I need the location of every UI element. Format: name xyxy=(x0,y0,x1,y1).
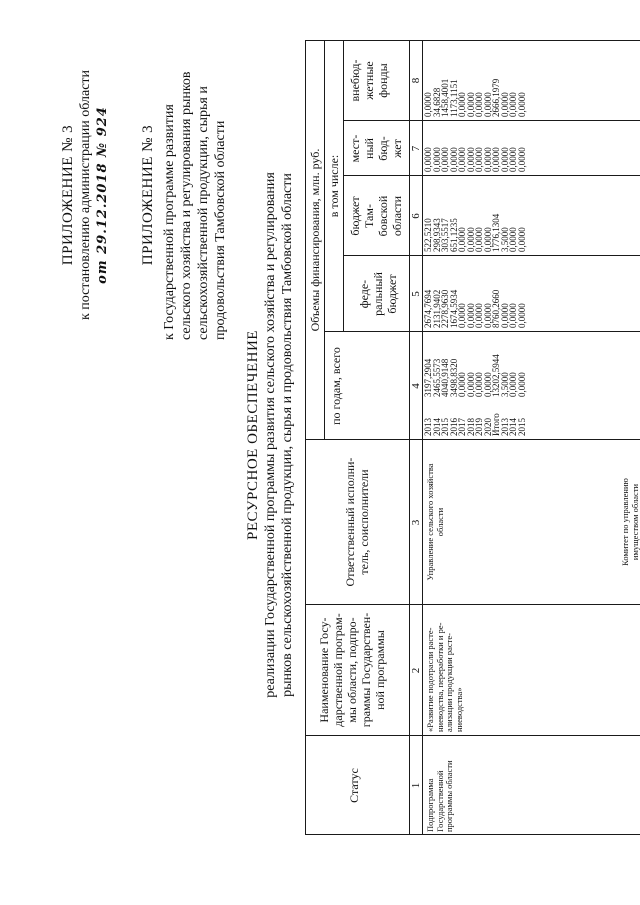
offbudget-value: 0,0000 xyxy=(482,92,493,117)
handwritten-date: от 29.12.2018 № 924 xyxy=(95,106,110,284)
appendix-program-line: к Государственной программе развития xyxy=(162,104,177,340)
column-number: 6 xyxy=(410,213,422,219)
header-regional xyxy=(348,176,404,256)
offbudget-value: 0,0000 xyxy=(508,92,518,117)
header-federal-line: ральный xyxy=(371,272,385,316)
column-number: 5 xyxy=(410,291,422,297)
header-regional-line: бюджет xyxy=(348,196,362,236)
appendix-decree-block xyxy=(60,15,111,375)
header-program-name xyxy=(317,606,387,734)
federal-value: 8760,2660 xyxy=(491,289,501,328)
years-value: 2016 xyxy=(448,418,459,436)
regional-value: 0,0000 xyxy=(465,227,476,252)
table-header-divider xyxy=(324,40,325,440)
header-offbudget-line: жетные xyxy=(362,61,376,100)
header-program-name-line: мы области, подпро- xyxy=(345,617,359,723)
local-value: 0,0000 xyxy=(516,147,527,172)
regional-value: 1776,1304 xyxy=(491,213,501,252)
document-subtitle-line: реализации Государственной программы развития сельского хозяйства и регулирования xyxy=(263,172,278,698)
header-regional-line: бовской xyxy=(376,195,390,237)
total-value: 0,0000 xyxy=(482,372,493,397)
local-value: 0,0000 xyxy=(431,147,442,172)
local-value: 0,0000 xyxy=(423,147,433,172)
header-local xyxy=(348,121,404,176)
column-number: 3 xyxy=(410,519,422,526)
column-number: 8 xyxy=(410,77,422,84)
years-value: 2015 xyxy=(516,418,527,436)
total-value: 3197,2904 xyxy=(423,358,433,397)
years-value: 2014 xyxy=(508,418,518,436)
header-offbudget xyxy=(348,40,390,121)
header-by-year: по годам, всего xyxy=(329,347,343,425)
regional-value: 0,0000 xyxy=(457,227,467,252)
header-responsible-line: Ответственный исполни- xyxy=(343,457,357,587)
regional-value: 3,5000 xyxy=(499,227,510,252)
total-value: 0,0000 xyxy=(457,372,467,397)
federal-value: 2278,9630 xyxy=(440,289,450,328)
offbudget-value: 0,0000 xyxy=(516,92,527,117)
header-program-name-line: граммы Государствен- xyxy=(359,612,373,728)
regional-value: 522,5210 xyxy=(423,218,433,252)
program-name-line: ниеводства, переработки и ре- xyxy=(434,622,445,732)
program-name-cell xyxy=(426,606,464,732)
offbudget-column xyxy=(424,42,526,117)
header-federal-line: феде- xyxy=(357,279,371,309)
program-name-line: ниеводства» xyxy=(453,687,464,732)
offbudget-value: 0,0000 xyxy=(423,92,433,117)
responsible-cell xyxy=(426,441,445,603)
status-cell-line: Подпрограмма xyxy=(425,778,435,832)
appendix-program-line: продовольствия Тамбовской области xyxy=(213,120,228,340)
years-value: 2017 xyxy=(457,418,467,436)
total-value: 3,5000 xyxy=(499,372,510,397)
years-value: 2014 xyxy=(431,418,442,436)
total-value: 0,0000 xyxy=(465,372,476,397)
offbudget-value: 0,0000 xyxy=(499,92,510,117)
total-value: 0,0000 xyxy=(474,372,484,397)
total-value: 3498,8320 xyxy=(448,358,459,397)
federal-value: 2674,7694 xyxy=(423,289,433,328)
header-responsible xyxy=(343,441,371,603)
column-number: 7 xyxy=(410,145,422,152)
federal-value: 0,0000 xyxy=(465,303,476,328)
local-value: 0,0000 xyxy=(499,147,510,172)
federal-value: 0,0000 xyxy=(474,303,484,328)
column-number: 4 xyxy=(410,383,422,389)
column-number: 2 xyxy=(410,667,422,674)
column-divider xyxy=(305,439,640,440)
header-federal-line: бюджет xyxy=(385,274,399,314)
local-value: 0,0000 xyxy=(465,147,476,172)
regional-value: 0,0000 xyxy=(516,227,527,252)
header-program-name-line: дарственной програм- xyxy=(331,613,345,727)
header-offbudget-line: фонды xyxy=(376,63,390,98)
header-local-line: ный xyxy=(362,138,376,159)
document-heading xyxy=(245,45,296,825)
offbudget-value: 0,0000 xyxy=(457,92,467,117)
header-program-name-line: ной программы xyxy=(373,630,387,710)
header-local-line: жет xyxy=(390,139,404,158)
appendix-decree-title: ПРИЛОЖЕНИЕ № 3 xyxy=(60,124,76,266)
document-subtitle-line: рынков сельскохозяйственной продукции, сырья и продовольствия Тамбовской области xyxy=(280,173,295,697)
document-title: РЕСУРСНОЕ ОБЕСПЕЧЕНИЕ xyxy=(245,330,261,540)
total-value: 13202,5944 xyxy=(491,354,501,397)
offbudget-value: 34,6828 xyxy=(431,87,442,117)
total-value: 2465,5573 xyxy=(431,358,442,397)
responsible-line: области xyxy=(434,507,445,537)
total-value: 4040,9148 xyxy=(440,358,450,397)
responsible-line: имуществом области xyxy=(629,483,640,561)
column-divider xyxy=(305,604,640,605)
appendix-program-text xyxy=(161,50,229,340)
appendix-program-line: сельского хозяйства и регулирования рынков xyxy=(179,71,194,340)
table-border xyxy=(305,40,306,835)
regional-value: 0,0000 xyxy=(482,227,493,252)
regional-column xyxy=(424,178,526,252)
federal-value: 0,0000 xyxy=(457,303,467,328)
responsible-cell xyxy=(621,441,640,603)
regional-value: 303,5517 xyxy=(440,218,450,252)
total-value: 0,0000 xyxy=(516,372,527,397)
federal-value: 0,0000 xyxy=(516,303,527,328)
local-value: 0,0000 xyxy=(474,147,484,172)
local-value: 0,0000 xyxy=(482,147,493,172)
offbudget-value: 1458,4001 xyxy=(440,78,450,117)
header-including: в том числе: xyxy=(327,154,341,218)
table-header-divider xyxy=(343,40,344,332)
header-federal xyxy=(357,256,399,332)
years-column xyxy=(424,400,526,436)
status-cell-line: Государственной xyxy=(434,770,445,832)
total-value: 0,0000 xyxy=(508,372,518,397)
header-status: Статус xyxy=(347,768,361,803)
years-value: Итого xyxy=(491,413,501,436)
local-value: 0,0000 xyxy=(457,147,467,172)
header-local-line: бюд- xyxy=(376,136,390,161)
appendix-program-title: ПРИЛОЖЕНИЕ № 3 xyxy=(140,124,156,266)
local-value: 0,0000 xyxy=(508,147,518,172)
header-local-line: мест- xyxy=(348,134,362,163)
federal-value: 0,0000 xyxy=(482,303,493,328)
appendix-decree-line: к постановлению администрации области xyxy=(78,69,93,321)
regional-value: 0,0000 xyxy=(474,227,484,252)
appendix-program-block xyxy=(140,5,229,385)
status-cell-line: программы области xyxy=(444,760,454,832)
federal-value: 0,0000 xyxy=(499,303,510,328)
appendix-program-line: сельскохозяйственной продукции, сырья и xyxy=(196,86,211,340)
local-value: 0,0000 xyxy=(448,147,459,172)
years-value: 2018 xyxy=(465,418,476,436)
years-value: 2013 xyxy=(499,418,510,436)
total-column xyxy=(424,333,526,397)
resource-table xyxy=(305,40,640,835)
years-value: 2020 xyxy=(482,418,493,436)
federal-value: 0,0000 xyxy=(508,303,518,328)
regional-value: 651,1235 xyxy=(448,218,459,252)
offbudget-value: 0,0000 xyxy=(474,92,484,117)
responsible-line: Комитет по управлению xyxy=(620,478,630,566)
program-name-line: ализации продукции расте- xyxy=(444,633,454,732)
offbudget-value: 0,0000 xyxy=(465,92,476,117)
years-value: 2013 xyxy=(423,418,433,436)
local-value: 0,0000 xyxy=(440,147,450,172)
local-column xyxy=(424,122,526,172)
header-funding: Объемы финансирования, млн. руб. xyxy=(308,148,322,332)
responsible-line: Управление сельского хозяйства xyxy=(425,463,435,581)
header-regional-line: области xyxy=(390,195,404,237)
offbudget-value: 2666,1979 xyxy=(491,78,501,117)
status-cell xyxy=(426,737,455,832)
regional-value: 298,9343 xyxy=(431,218,442,252)
header-regional-line: Там- xyxy=(362,204,376,228)
years-value: 2019 xyxy=(474,418,484,436)
header-offbudget-line: внебюд- xyxy=(348,59,362,102)
years-value: 2015 xyxy=(440,418,450,436)
program-name-line: «Развитие подотрасли расте- xyxy=(425,627,435,732)
regional-value: 0,0000 xyxy=(508,227,518,252)
federal-column xyxy=(424,258,526,328)
federal-value: 1674,5934 xyxy=(448,289,459,328)
offbudget-value: 1173,1151 xyxy=(448,79,459,117)
header-responsible-line: тель, соисполнители xyxy=(357,469,371,575)
header-program-name-line: Наименование Госу- xyxy=(317,617,331,723)
column-number: 1 xyxy=(410,782,422,789)
federal-value: 2131,9402 xyxy=(431,289,442,328)
local-value: 0,0000 xyxy=(491,147,501,172)
